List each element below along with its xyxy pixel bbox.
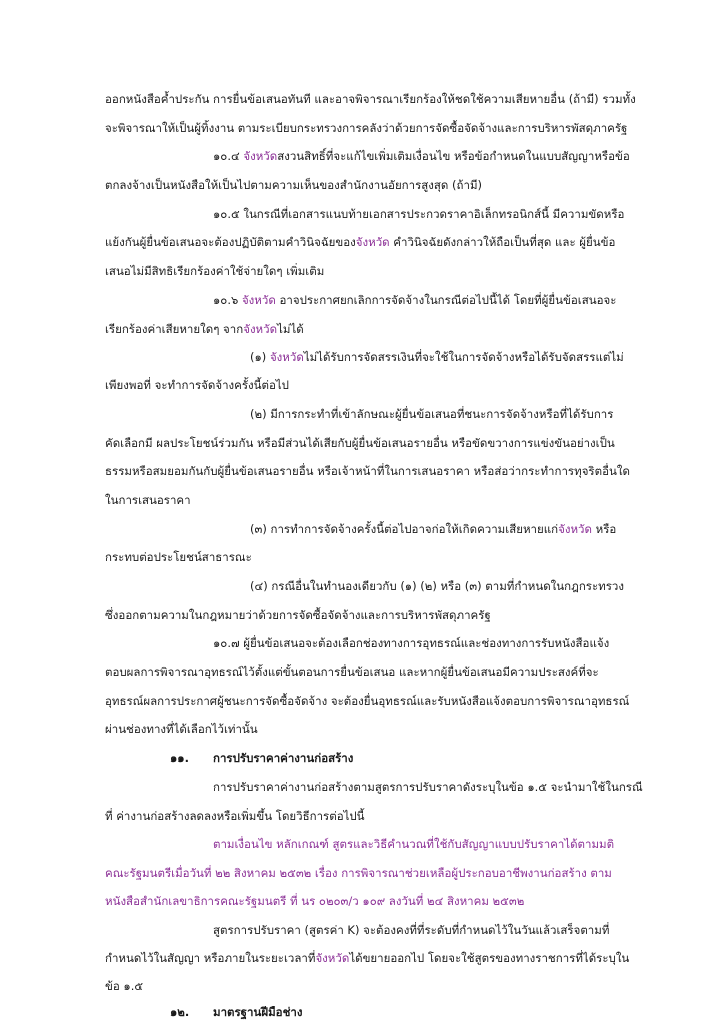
clause-10-4 xyxy=(213,148,630,164)
text-line xyxy=(105,950,629,966)
highlight-term: จังหวัด xyxy=(315,951,350,965)
text-line: ซึ่งออกตามความในกฎหมายว่าด้วยการจัดซื้อจัดจ้างและการบริหารพัสดุภาครัฐ xyxy=(105,608,491,622)
text-line: กระทบต่อประโยชน์สาธารณะ xyxy=(105,550,252,564)
text-line: ในการเสนอราคา xyxy=(105,493,191,507)
text-line: คัดเลือกมี ผลประโยชน์ร่วมกัน หรือมีส่วนได้เสียกับผู้ยื่นข้อเสนอรายอื่น หรือขัดขวางการแข่งขันอย่างเป็น xyxy=(105,436,615,450)
text-line: ตอบผลการพิจารณาอุทธรณ์ไว้ตั้งแต่ขั้นตอนการยื่นข้อเสนอ และหากผู้ยื่นข้อเสนอมีความประสงค์ที่จะ xyxy=(105,665,599,679)
line-segment: แย้งกันผู้ยื่นข้อเสนอจะต้องปฏิบัติตามคำวินิจฉัยของ xyxy=(105,235,356,249)
highlight-line: หนังสือสำนักเลขาธิการคณะรัฐมนตรี ที่ นร ๐๒๐๓/ว ๑๐๙ ลงวันที่ ๒๔ สิงหาคม ๒๕๓๒ xyxy=(105,894,525,908)
text-line: ออกหนังสือค้ำประกัน การยื่นข้อเสนอทันที และอาจพิจารณาเรียกร้องให้ชดใช้ความเสียหายอื่น (ถ้ามี) รวมทั้ง xyxy=(105,92,636,106)
line-segment: เรียกร้องค่าเสียหายใดๆ จาก xyxy=(105,322,244,336)
section-11-number: ๑๑. xyxy=(170,751,189,765)
item-text: (๓) การทำการจัดจ้างครั้งนี้ต่อไปอาจก่อให้เกิดความเสียหายแก่ xyxy=(250,522,559,536)
text-line: เพียงพอที่ จะทำการจัดจ้างครั้งนี้ต่อไป xyxy=(105,378,289,392)
text-line: อุทธรณ์ผลการประกาศผู้ชนะการจัดซื้อจัดจ้าง จะต้องยื่นอุทธรณ์และรับหนังสือแจ้งตอบการพิจารณาอุทธรณ์ xyxy=(105,694,630,708)
text-line: ข้อ ๑.๕ xyxy=(105,979,144,993)
clause-10-6 xyxy=(213,292,616,308)
highlight-term: จังหวัด xyxy=(241,293,276,307)
item-4: (๔) กรณีอื่นในทำนองเดียวกับ (๑) (๒) หรือ (๓) ตามที่กำหนดในกฎกระทรวง xyxy=(250,579,624,593)
clause-10-5: ๑๐.๕ ในกรณีที่เอกสารแนบท้ายเอกสารประกวดราคาอิเล็กทรอนิกส์นี้ มีความขัดหรือ xyxy=(213,207,625,221)
clause-number: ๑๐.๖ xyxy=(213,293,242,307)
text-line: เสนอไม่มีสิทธิเรียกร้องค่าใช้จ่ายใดๆ เพิ่มเติม xyxy=(105,264,325,278)
item-text: หรือ xyxy=(591,522,617,536)
clause-text: สงวนสิทธิ์ที่จะแก้ไขเพิ่มเติมเงื่อนไข หรือข้อกำหนดในแบบสัญญาหรือข้อ xyxy=(277,149,630,163)
line-segment: ได้ขยายออกไป โดยจะใช้สูตรของทางราชการที่ได้ระบุใน xyxy=(349,951,630,965)
item-1 xyxy=(250,349,624,365)
clause-number: ๑๐.๔ xyxy=(213,149,244,163)
text-line: การปรับราคาค่างานก่อสร้างตามสูตรการปรับราคาดังระบุในข้อ ๑.๕ จะนำมาใช้ในกรณี xyxy=(213,780,643,794)
text-line xyxy=(105,234,615,250)
text-line: สูตรการปรับราคา (สูตรค่า K) จะต้องคงที่ที่ระดับที่กำหนดไว้ในวันแล้วเสร็จตามที่ xyxy=(213,923,610,937)
section-12-title: มาตรฐานฝีมือช่าง xyxy=(213,1005,303,1019)
line-segment: กำหนดไว้ในสัญญา หรือภายในระยะเวลาที่ xyxy=(105,951,316,965)
item-3 xyxy=(250,521,616,537)
text-line: จะพิจารณาให้เป็นผู้ทิ้งงาน ตามระเบียบกระทรวงการคลังว่าด้วยการจัดซื้อจัดจ้างและการบริหารพัสดุภาครัฐ xyxy=(105,121,628,135)
section-11-title: การปรับราคาค่างานก่อสร้าง xyxy=(213,751,354,765)
highlight-term: จังหวัด xyxy=(355,235,390,249)
text-line: ผ่านช่องทางที่ได้เลือกไว้เท่านั้น xyxy=(105,722,258,736)
clause-text: อาจประกาศยกเลิกการจัดจ้างในกรณีต่อไปนี้ได้ โดยที่ผู้ยื่นข้อเสนอจะ xyxy=(275,293,617,307)
text-line: ตกลงจ้างเป็นหนังสือให้เป็นไปตามความเห็นของสำนักงานอัยการสูงสุด (ถ้ามี) xyxy=(105,178,483,192)
highlight-line: คณะรัฐมนตรีเมื่อวันที่ ๒๒ สิงหาคม ๒๕๓๒ เรื่อง การพิจารณาช่วยเหลือผู้ประกอบอาชีพงานก่อสร้าง ตาม xyxy=(105,866,612,880)
text-line: ที่ ค่างานก่อสร้างลดลงหรือเพิ่มขึ้น โดยวิธีการต่อไปนี้ xyxy=(105,809,365,823)
highlight-term: จังหวัด xyxy=(558,522,592,536)
item-2: (๒) มีการกระทำที่เข้าลักษณะผู้ยื่นข้อเสนอที่ชนะการจัดจ้างหรือที่ได้รับการ xyxy=(250,407,614,421)
section-12-number: ๑๒. xyxy=(170,1005,190,1019)
text-line: ธรรมหรือสมยอมกันกับผู้ยื่นข้อเสนอรายอื่น หรือเจ้าหน้าที่ในการเสนอราคา หรือส่อว่ากระทำการทุจริตอื่นใด xyxy=(105,464,630,478)
text-line xyxy=(105,321,304,337)
clause-10-7: ๑๐.๗ ผู้ยื่นข้อเสนอจะต้องเลือกช่องทางการอุทธรณ์และช่องทางการรับหนังสือแจ้ง xyxy=(213,636,610,650)
highlight-term: จังหวัด xyxy=(269,350,304,364)
item-number: (๑) xyxy=(250,350,270,364)
line-segment: ไม่ได้ xyxy=(277,322,304,336)
item-text: ไม่ได้รับการจัดสรรเงินที่จะใช้ในการจัดจ้างหรือได้รับจัดสรรแต่ไม่ xyxy=(303,350,624,364)
highlight-line: ตามเงื่อนไข หลักเกณฑ์ สูตรและวิธีคำนวณที่ใช้กับสัญญาแบบปรับราคาได้ตามมติ xyxy=(213,837,615,851)
highlight-term: จังหวัด xyxy=(243,149,278,163)
line-segment: คำวินิจฉัยดังกล่าวให้ถือเป็นที่สุด และ ผู้ยื่นข้อ xyxy=(389,235,616,249)
highlight-term: จังหวัด xyxy=(243,322,278,336)
